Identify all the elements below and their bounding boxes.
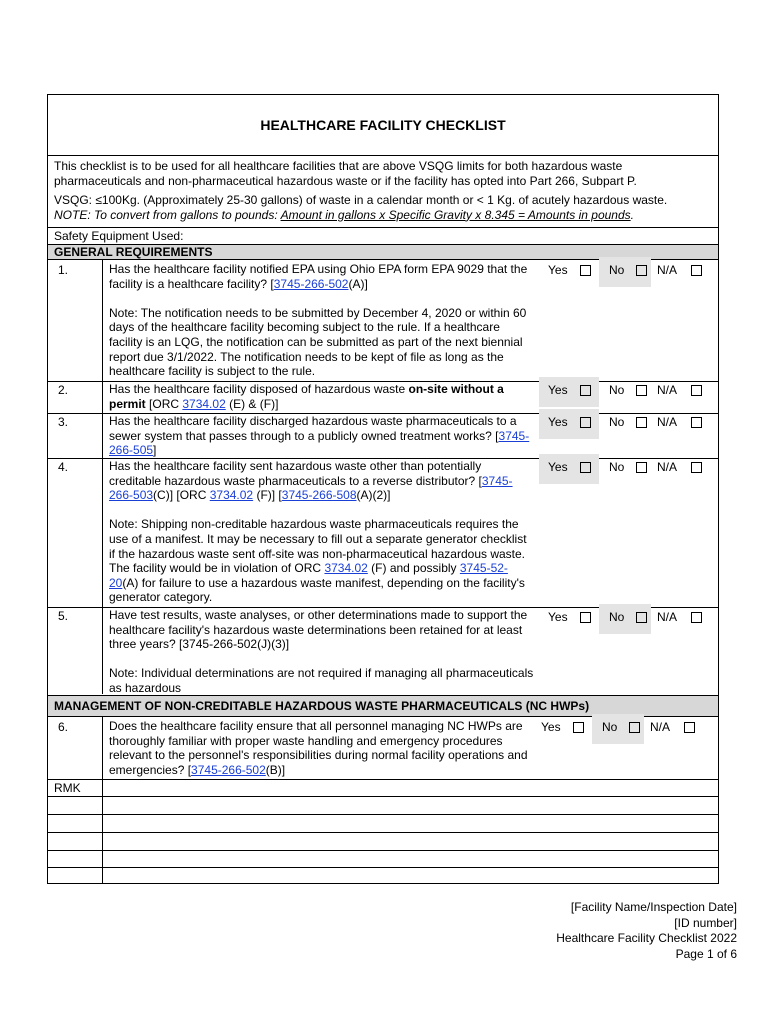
yes-checkbox[interactable] bbox=[580, 612, 591, 623]
no-option[interactable] bbox=[599, 377, 651, 407]
question-6 bbox=[109, 719, 529, 777]
question-tail: (B)] bbox=[265, 762, 286, 777]
no-label: No bbox=[609, 383, 625, 397]
na-label: N/A bbox=[650, 720, 671, 734]
divider bbox=[48, 227, 718, 228]
no-checkbox[interactable] bbox=[636, 462, 647, 473]
id-number: [ID number] bbox=[674, 915, 737, 930]
safety-equipment-label: Safety Equipment Used: bbox=[54, 229, 184, 243]
remarks-line bbox=[48, 796, 718, 797]
yes-option[interactable] bbox=[539, 257, 599, 287]
remarks-line bbox=[48, 814, 718, 815]
no-checkbox[interactable] bbox=[636, 265, 647, 276]
question-text: Have test results, waste analyses, or other determinations made to support the healthcare facility's hazardous waste determinations been retained for at least three years? [3745-266-502(J)(3)] bbox=[109, 608, 528, 652]
rule-link[interactable]: 3734.02 bbox=[182, 396, 226, 411]
na-label: N/A bbox=[657, 383, 678, 397]
na-option[interactable] bbox=[651, 409, 711, 439]
page-number: Page 1 of 6 bbox=[675, 946, 737, 961]
vsqg-definition bbox=[54, 193, 708, 222]
remarks-line bbox=[48, 850, 718, 851]
no-checkbox[interactable] bbox=[629, 722, 640, 733]
na-label: N/A bbox=[657, 263, 678, 277]
yes-label: Yes bbox=[541, 720, 561, 734]
no-option[interactable] bbox=[599, 604, 651, 634]
na-checkbox[interactable] bbox=[684, 722, 695, 733]
yes-option[interactable] bbox=[532, 714, 592, 744]
answer-options-5 bbox=[539, 604, 711, 634]
question-tail: (E) & (F)] bbox=[225, 396, 279, 411]
yes-option[interactable] bbox=[539, 454, 599, 484]
question-tail: (A)] bbox=[348, 276, 368, 291]
na-label: N/A bbox=[657, 610, 678, 624]
no-label: No bbox=[609, 610, 625, 624]
question-bold: on-site without a permit bbox=[109, 382, 504, 411]
answer-options-6 bbox=[532, 714, 704, 744]
rule-link[interactable]: 3745-266-503 bbox=[109, 473, 513, 503]
no-checkbox[interactable] bbox=[636, 385, 647, 396]
note-prefix: NOTE: To convert from gallons to pounds: bbox=[54, 207, 281, 222]
column-divider bbox=[102, 717, 103, 884]
question-3 bbox=[109, 414, 534, 458]
question-text: Has the healthcare facility disposed of hazardous waste bbox=[109, 382, 409, 396]
question-text: Has the healthcare facility sent hazardous waste other than potentially creditable hazardous waste pharmaceuticals to a reverse distributor? [ bbox=[109, 459, 482, 488]
question-2 bbox=[109, 382, 534, 411]
item-number: 2. bbox=[58, 383, 69, 397]
item-number: 5. bbox=[58, 609, 69, 623]
yes-option[interactable] bbox=[539, 604, 599, 634]
no-option[interactable] bbox=[599, 409, 651, 439]
question-note: Note: Individual determinations are not required if managing all pharmaceuticals as hazardous bbox=[109, 666, 534, 695]
yes-label: Yes bbox=[548, 415, 568, 429]
no-checkbox[interactable] bbox=[636, 612, 647, 623]
rule-link[interactable]: 3745-266-502 bbox=[273, 276, 349, 291]
remarks-label: RMK bbox=[54, 781, 81, 795]
yes-checkbox[interactable] bbox=[580, 385, 591, 396]
yes-label: Yes bbox=[548, 383, 568, 397]
row-divider bbox=[48, 779, 718, 780]
na-checkbox[interactable] bbox=[691, 612, 702, 623]
na-option[interactable] bbox=[651, 604, 711, 634]
yes-checkbox[interactable] bbox=[573, 722, 584, 733]
no-checkbox[interactable] bbox=[636, 417, 647, 428]
column-divider bbox=[102, 260, 103, 694]
question-tail: (A)(2)] bbox=[356, 488, 391, 503]
page-footer bbox=[556, 900, 737, 962]
question-text: Has the healthcare facility notified EPA using Ohio EPA form EPA 9029 that the facility is a healthcare facility? [ bbox=[109, 262, 528, 291]
remarks-line bbox=[48, 832, 718, 833]
checklist-name: Healthcare Facility Checklist 2022 bbox=[556, 931, 737, 945]
na-option[interactable] bbox=[644, 714, 704, 744]
intro-text bbox=[54, 159, 708, 222]
vsqg-text: VSQG: ≤100Kg. (Approximately 25-30 gallons) of waste in a calendar month or < 1 Kg. of acutely hazardous waste. bbox=[54, 193, 668, 208]
item-number: 6. bbox=[58, 720, 69, 734]
na-checkbox[interactable] bbox=[691, 385, 702, 396]
answer-options-4 bbox=[539, 454, 711, 484]
item-number: 4. bbox=[58, 460, 69, 474]
page-title: HEALTHCARE FACILITY CHECKLIST bbox=[48, 95, 718, 156]
yes-checkbox[interactable] bbox=[580, 265, 591, 276]
yes-checkbox[interactable] bbox=[580, 417, 591, 428]
rule-link[interactable]: 3745-266-508 bbox=[281, 488, 357, 503]
conversion-note bbox=[54, 208, 634, 222]
rule-link[interactable]: 3745-266-505 bbox=[109, 428, 530, 458]
no-label: No bbox=[609, 415, 625, 429]
intro-paragraph: This checklist is to be used for all healthcare facilities that are above VSQG limits for both hazardous waste pharmaceuticals and non-pharmaceutical hazardous waste or if the facility has opted into Part 266, Subpart P. bbox=[54, 159, 637, 188]
note-suffix: . bbox=[630, 207, 634, 222]
item-number: 3. bbox=[58, 415, 69, 429]
question-tail: ] bbox=[153, 443, 157, 458]
question-text: Has the healthcare facility discharged hazardous waste pharmaceuticals to a sewer system that passes through to a publicly owned treatment works? [ bbox=[109, 414, 517, 443]
answer-options-2 bbox=[539, 377, 711, 407]
section-nc-hwps: MANAGEMENT OF NON-CREDITABLE HAZARDOUS WASTE PHARMACEUTICALS (NC HWPs) bbox=[48, 695, 718, 717]
na-option[interactable] bbox=[651, 377, 711, 407]
na-option[interactable] bbox=[651, 257, 711, 287]
rule-link[interactable]: 3745-52-20 bbox=[109, 561, 508, 590]
section-general-requirements: GENERAL REQUIREMENTS bbox=[48, 244, 718, 260]
yes-option[interactable] bbox=[539, 377, 599, 407]
na-checkbox[interactable] bbox=[691, 265, 702, 276]
no-option[interactable] bbox=[592, 714, 644, 744]
na-label: N/A bbox=[657, 460, 678, 474]
question-mid: (F)] [ bbox=[253, 488, 282, 503]
na-label: N/A bbox=[657, 415, 678, 429]
answer-options-1 bbox=[539, 257, 711, 287]
no-label: No bbox=[609, 460, 625, 474]
rule-link[interactable]: 3734.02 bbox=[209, 488, 254, 503]
question-text: Does the healthcare facility ensure that all personnel managing NC HWPs are thoroughly familiar with proper waste handling and emergency procedures relevant to the personnel's responsibilities during normal facility operations and emergencies? [ bbox=[109, 719, 528, 777]
remarks-line bbox=[48, 867, 718, 868]
facility-name-inspection-date: [Facility Name/Inspection Date] bbox=[570, 900, 737, 914]
no-label: No bbox=[609, 263, 625, 277]
yes-label: Yes bbox=[548, 610, 568, 624]
question-5 bbox=[109, 608, 534, 696]
no-option[interactable] bbox=[599, 257, 651, 287]
question-mid: [ORC bbox=[145, 396, 183, 411]
item-number: 1. bbox=[58, 263, 69, 277]
no-label: No bbox=[602, 720, 618, 734]
rule-link[interactable]: 3745-266-502 bbox=[191, 762, 266, 777]
checklist-table bbox=[47, 94, 719, 884]
question-note bbox=[109, 517, 534, 605]
yes-option[interactable] bbox=[539, 409, 599, 439]
question-4 bbox=[109, 459, 534, 605]
yes-label: Yes bbox=[548, 460, 568, 474]
answer-options-3 bbox=[539, 409, 711, 439]
question-1 bbox=[109, 262, 534, 379]
question-mid: (C)] [ORC bbox=[153, 488, 210, 503]
na-checkbox[interactable] bbox=[691, 462, 702, 473]
note-formula: Amount in gallons x Specific Gravity x 8.345 = Amounts in pounds bbox=[280, 207, 631, 222]
rule-link[interactable]: 3734.02 bbox=[324, 561, 368, 576]
note-text: (A) for failure to use a hazardous waste manifest, depending on the facility's generator category. bbox=[109, 575, 525, 605]
note-text: Note: Shipping non-creditable hazardous waste pharmaceuticals requires the use of a manifest. It may be necessary to fill out a separate generator checklist if the hazardous waste sent off-site was non-pharmaceutical hazardous waste. The facility would be in violation of ORC bbox=[109, 517, 527, 576]
question-note: Note: The notification needs to be submitted by December 4, 2020 or within 60 days of the healthcare facility becoming subject to the rule. If a healthcare facility is an LQG, the notification can be submitted as part of the next biennial report due 3/1/2022. The notification needs to be kept of file as long as the healthcare facility is subject to the rule. bbox=[109, 305, 527, 379]
na-checkbox[interactable] bbox=[691, 417, 702, 428]
note-text: (F) and possibly bbox=[367, 561, 460, 576]
no-option[interactable] bbox=[599, 454, 651, 484]
na-option[interactable] bbox=[651, 454, 711, 484]
yes-label: Yes bbox=[548, 263, 568, 277]
yes-checkbox[interactable] bbox=[580, 462, 591, 473]
